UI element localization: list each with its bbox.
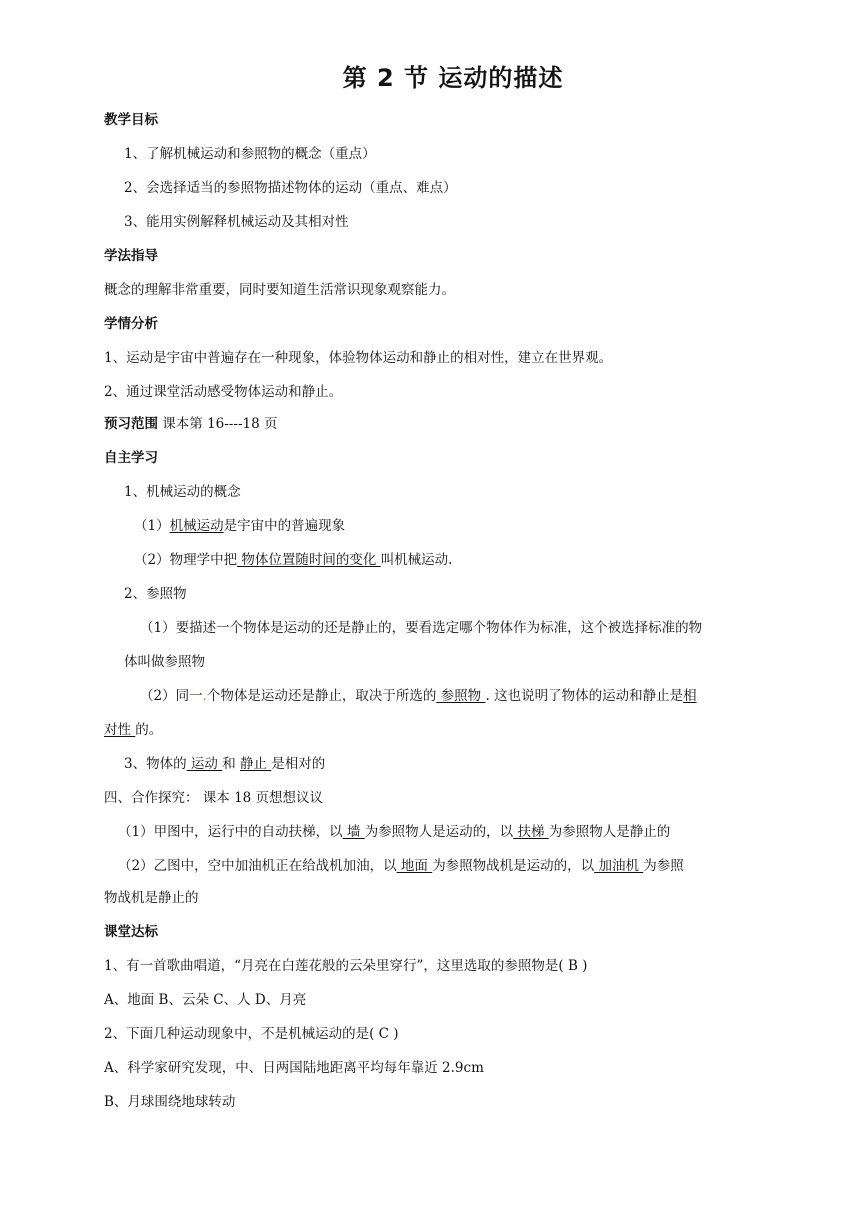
subitem-prefix: （1） — [134, 518, 170, 534]
fill-blank: 加油机 — [594, 858, 644, 874]
self-study-subitem-cont: 体叫做参照物 — [124, 654, 205, 670]
item-suffix: 为参照物人是静止的 — [548, 824, 671, 840]
explore-item — [118, 856, 770, 876]
fill-blank: 地面 — [396, 858, 433, 874]
fill-blank: 参照物 — [436, 688, 486, 704]
subitem-text: 和 — [222, 756, 240, 772]
item-suffix: 为参照 — [643, 858, 684, 874]
page-title: 第 2 节 运动的描述 — [342, 64, 564, 92]
self-study-item: 1、机械运动的概念 — [124, 484, 241, 500]
goal-item: 1、了解机械运动和参照物的概念（重点） — [124, 146, 376, 162]
fill-blank: 静止 — [239, 756, 272, 772]
question: 2、下面几种运动现象中，不是机械运动的是( C ) — [104, 1026, 399, 1042]
self-study-item: 2、参照物 — [124, 586, 187, 602]
method-text: 概念的理解非常重要，同时要知道生活常识现象观察能力。 — [104, 282, 455, 298]
goals-heading: 教学目标 — [104, 112, 158, 128]
item-prefix: （2）乙图中，空中加油机正在给战机加油，以 — [118, 858, 397, 874]
self-study-subitem-cont — [104, 720, 770, 740]
subitem-prefix: （2）物理学中把 — [134, 552, 238, 568]
self-study-subitem — [140, 686, 770, 706]
item-text: 为参照物人是运动的，以 — [364, 824, 514, 840]
subitem-text: . 这也说明了物体的运动和静止是 — [485, 688, 684, 704]
self-study-subitem — [134, 550, 770, 570]
preview-heading: 预习范围 — [104, 416, 158, 432]
subitem-suffix: 是相对的 — [271, 756, 326, 772]
self-study-heading: 自主学习 — [104, 450, 158, 466]
analysis-item: 1、运动是宇宙中普遍存在一种现象，体验物体运动和静止的相对性，建立在世界观。 — [104, 350, 613, 366]
question-option: B、月球围绕地球转动 — [104, 1094, 236, 1110]
self-study-subitem: （1）要描述一个物体是运动的还是静止的，要看选定哪个物体作为标准，这个被选择标准的物 — [140, 620, 703, 636]
practice-heading: 课堂达标 — [104, 924, 158, 940]
fill-blank: 物体位置随时间的变化 — [237, 552, 381, 568]
fill-blank: 运动 — [186, 756, 223, 772]
subitem-prefix: 3、物体的 — [124, 756, 187, 772]
subitem-suffix: 是宇宙中的普遍现象 — [223, 518, 346, 534]
method-heading: 学法指导 — [104, 248, 158, 264]
mark-dot: . — [202, 688, 207, 704]
question-option: A、科学家研究发现，中、日两国陆地距离平均每年靠近 2.9cm — [104, 1060, 484, 1076]
self-study-item — [124, 754, 770, 774]
question-options: A、地面 B、云朵 C、人 D、月亮 — [104, 992, 307, 1008]
fill-blank: 扶梯 — [513, 824, 549, 840]
fill-blank: 相 — [683, 688, 697, 704]
explore-item-cont: 物战机是静止的 — [104, 890, 199, 906]
preview-text: 课本第 16----18 页 — [158, 416, 278, 432]
goal-item: 3、能用实例解释机械运动及其相对性 — [124, 214, 349, 230]
item-prefix: （1）甲图中，运行中的自动扶梯，以 — [118, 824, 343, 840]
item-text: 为参照物战机是运动的，以 — [432, 858, 595, 874]
analysis-item: 2、通过课堂活动感受物体运动和静止。 — [104, 384, 343, 400]
question: 1、有一首歌曲唱道，“月亮在白莲花般的云朵里穿行”，这里选取的参照物是( B ) — [104, 958, 588, 974]
explore-heading: 四、合作探究： 课本 18 页想想议议 — [104, 790, 324, 806]
subitem-suffix: 的。 — [135, 722, 163, 738]
explore-item — [118, 822, 770, 842]
self-study-subitem — [134, 516, 770, 536]
subitem-prefix: （2）同一 — [140, 688, 203, 704]
analysis-heading: 学情分析 — [104, 316, 158, 332]
fill-blank: 机械运动 — [169, 518, 224, 534]
goal-item: 2、会选择适当的参照物描述物体的运动（重点、难点） — [124, 180, 457, 196]
fill-blank: 墙 — [342, 824, 365, 840]
fill-blank: 对性 — [104, 722, 136, 738]
subitem-suffix: 叫机械运动. — [380, 552, 453, 568]
subitem-text: 个物体是运动还是静止，取决于所选的 — [206, 688, 437, 704]
preview-line — [104, 414, 770, 434]
